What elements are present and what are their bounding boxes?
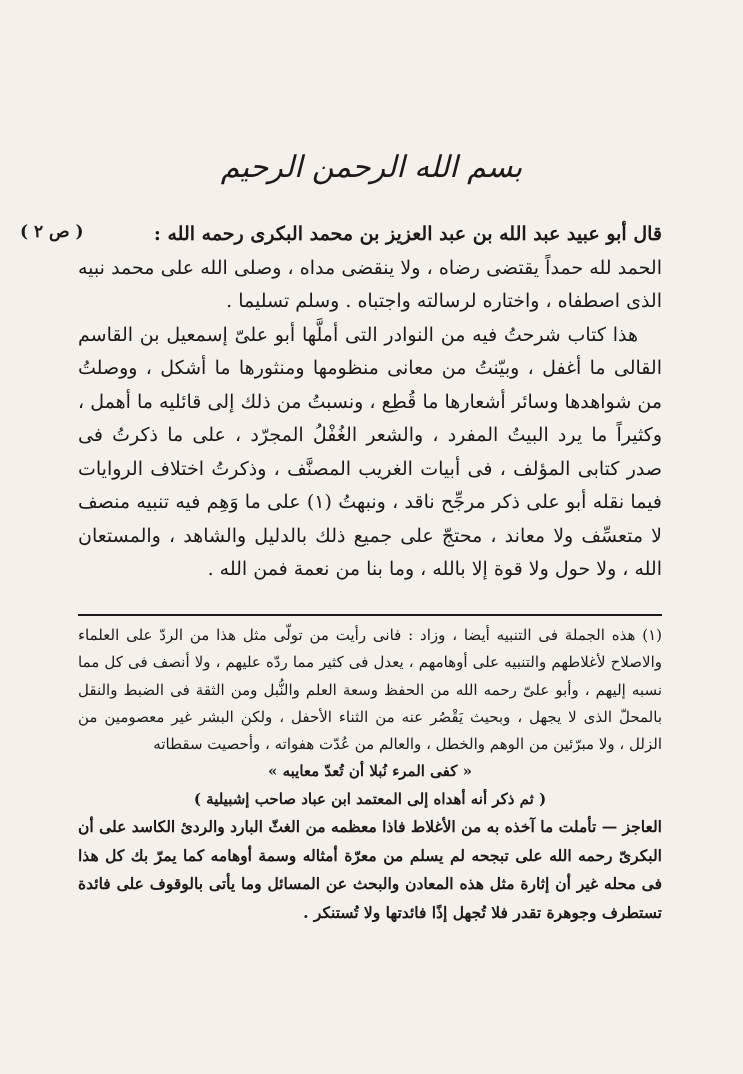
paragraph-book-intro: هذا كتاب شرحتُ فيه من النوادر التى أملَّها أبو علىّ إسمعيل بن القاسم القالى ما أغفل ، وبيّنتُ من معانى منظومها ومنثورها ما أشكل ، ووصلتُ من شواهدها وسائر أشعارها ما قُطِع ، ونسبتُ من ذلك إلى قائليه ما أهمل ، وكثيراً ما يرد البيتُ المفرد ، والشعر الغُفْلُ المجرّد ، على ما ذكرتُ فى صدر كتابى المؤلف ، فى أبيات الغريب المصنَّف ، وذكرتُ اختلاف الروايات فيما نقله أبو على ذكر مرجِّح ناقد ، ونبهتُ (١) على ما وَهِم فيه تنبيه منصف لا متعسِّف ولا معاند ، محتجّ على جميع ذلك بالدليل والشاهد ، والمستعان الله ، ولا حول ولا قوة إلا بالله ، وما بنا من نعمة فمن الله . (78, 323, 663, 580)
basmala-heading: بسم الله الرحمن الرحيم (220, 150, 523, 185)
page-reference: ( ص ٢ ) (20, 222, 84, 242)
paragraph-praise: الحمد لله حمداً يقتضى رضاه ، ولا ينقضى مداه ، وصلى الله على محمد نبيه الذى اصطفاه ، واختاره لرسالته واجتباه . وسلم تسليما . (78, 256, 662, 312)
main-text (78, 218, 662, 587)
footnote-1: (١) هذه الجملة فى التنبيه أيضا ، وزاد : فانى رأيت من تولّى مثل هذا من الردّ على العلماء والاصلاح لأغلاطهم والتنبيه على أوهامهم ، يعدل فى كثير مما ردّه عليهم ، ولا أنصف فى كل مما نسبه إليهم ، وأبو علىّ رحمه الله من الحفظ وسعة العلم والنُّبل ومن الثقة فى الضبط والنقل بالمحلّ الذى لا يجهل ، وبحيث يَقْصُر عنه من الثناء الأحفل ، ولكن البشر غير معصومين من الزلل ، ولا مبرّئين من الوهم والخطل ، والعالم من عُدّت هفواته ، وأحصيت سقطاته (78, 626, 662, 754)
footnote-note: ( ثم ذكر أنه أهداه إلى المعتمد ابن عباد صاحب إشبيلية ) (193, 789, 547, 808)
footnote-verse: « كفى المرء نُبلا أن تُعدّ معايبه » (268, 762, 472, 781)
footnote-divider (78, 614, 662, 616)
footnotes (78, 622, 662, 927)
intro-line: قال أبو عبيد عبد الله بن عبد العزيز بن محمد البكرى رحمه الله : (153, 223, 662, 245)
footnote-2: العاجز — تأملت ما آخذه به من الأغلاط فاذا معظمه من الغثّ البارد والردئ الكاسد على أن البكرىّ رحمه الله على تبجحه لم يسلم من معرّة أمثاله وسمة أوهامه كما يمرّ بك كل هذا فى محله غير أن إثارة مثل هذه المعادن والبحث عن المسائل وما يأتى بالوقوف على فائدة تستطرف وجوهرة تقدر فلا تُجهل إذًا فائدتها ولا تُستنكر . (78, 817, 662, 922)
